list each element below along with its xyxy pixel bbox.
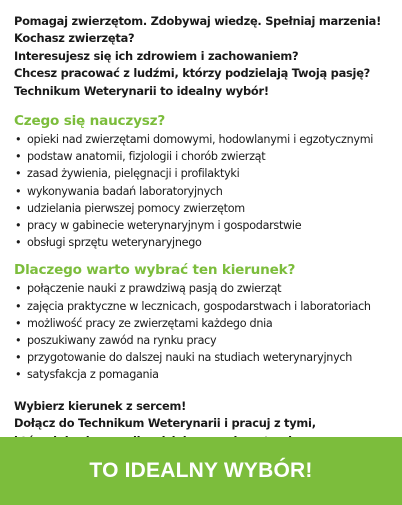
- learn-list: [14, 131, 394, 251]
- section-title-why: Dlaczego warto wybrać ten kierunek?: [14, 262, 296, 279]
- outro-line: Dołącz do Technikum Weterynarii i pracuj z tymi,: [14, 416, 316, 431]
- intro-line: Kochasz zwierzęta?: [14, 31, 135, 46]
- intro-line: Technikum Weterynarii to idealny wybór!: [14, 83, 269, 98]
- list-item: • obsługi sprzętu weterynaryjnego: [14, 234, 394, 251]
- list-item: • przygotowanie do dalszej nauki na studiach weterynaryjnych: [14, 349, 394, 366]
- intro-block: [14, 13, 394, 100]
- list-item: • opieki nad zwierzętami domowymi, hodowlanymi i egzotycznymi: [14, 131, 394, 148]
- list-item: • satysfakcja z pomagania: [14, 366, 394, 383]
- list-item: • pracy w gabinecie weterynaryjnym i gospodarstwie: [14, 217, 394, 234]
- list-item: • poszukiwany zawód na rynku pracy: [14, 332, 394, 349]
- list-item: • wykonywania badań laboratoryjnych: [14, 183, 394, 200]
- flyer-content: [14, 13, 394, 450]
- section-title-learn: Czego się nauczysz?: [14, 113, 166, 130]
- list-item: • połączenie nauki z prawdziwą pasją do zwierząt: [14, 280, 394, 297]
- outro-line: Wybierz kierunek z sercem!: [14, 398, 187, 413]
- intro-line: Interesujesz się ich zdrowiem i zachowaniem?: [14, 48, 299, 63]
- cta-banner-text: TO IDEALNY WYBÓR!: [89, 459, 313, 482]
- why-list: [14, 280, 394, 383]
- intro-line: Chcesz pracować z ludźmi, którzy podzielają Twoją pasję?: [14, 66, 371, 81]
- list-item: • zasad żywienia, pielęgnacji i profilaktyki: [14, 165, 394, 182]
- list-item: • zajęcia praktyczne w lecznicach, gospodarstwach i laboratoriach: [14, 298, 394, 315]
- list-item: • podstaw anatomii, fizjologii i chorób zwierząt: [14, 148, 394, 165]
- list-item: • udzielania pierwszej pomocy zwierzętom: [14, 200, 394, 217]
- list-item: • możliwość pracy ze zwierzętami każdego dnia: [14, 315, 394, 332]
- intro-line: Pomagaj zwierzętom. Zdobywaj wiedzę. Spełniaj marzenia!: [14, 14, 382, 28]
- cta-banner: [0, 437, 402, 505]
